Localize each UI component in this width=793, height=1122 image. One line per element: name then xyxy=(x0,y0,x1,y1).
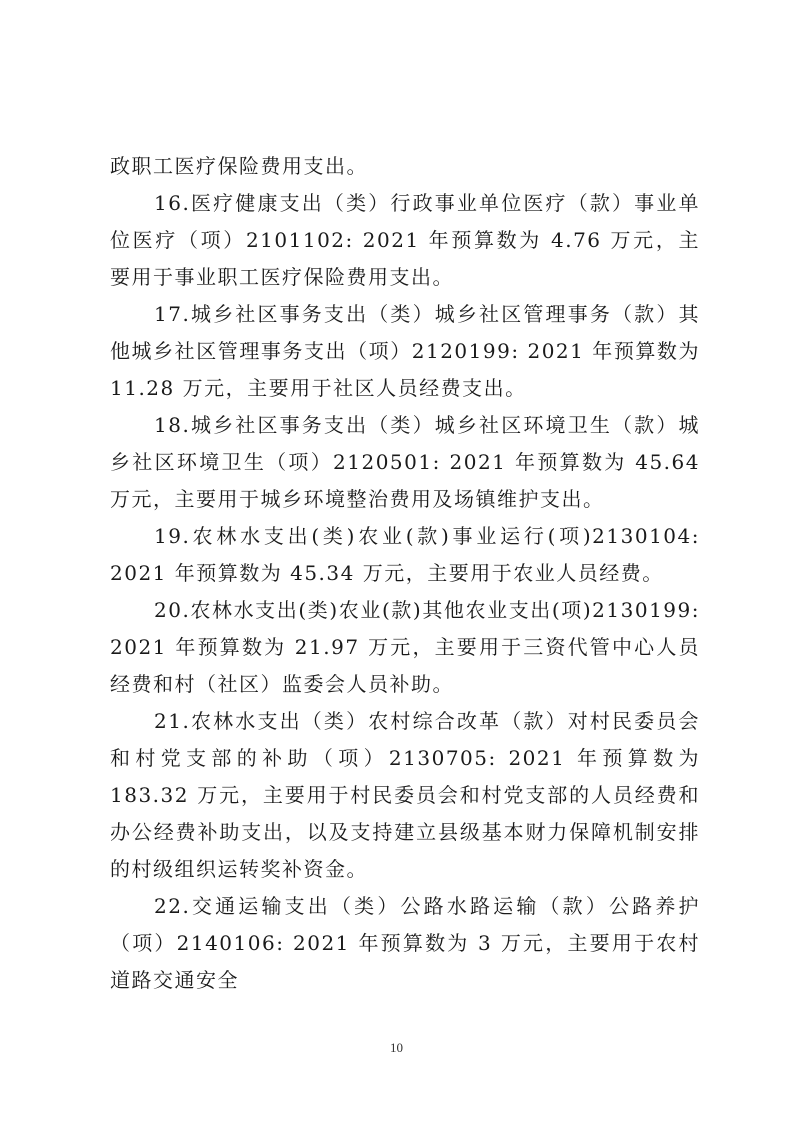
paragraph-item-21: 21.农林水支出（类）农村综合改革（款）对村民委员会和村党支部的补助（项）2130705: 2021 年预算数为 183.32 万元，主要用于村民委员会和村党支部的人员经费和办公经费补助支出，以及支持建立县级基本财力保障机制安排的村级组织运转奖补资金。 xyxy=(110,709,708,881)
paragraph-item-22: 22.交通运输支出（类）公路水路运输（款）公路养护（项）2140106: 2021 年预算数为 3 万元，主要用于农村道路交通安全 xyxy=(110,894,700,992)
page-number: 10 xyxy=(390,1040,403,1055)
paragraph-continuation: 政职工医疗保险费用支出。 xyxy=(110,154,368,178)
paragraph-item-16: 16.医疗健康支出（类）行政事业单位医疗（款）事业单位医疗（项）2101102: 2021 年预算数为 4.76 万元，主要用于事业职工医疗保险费用支出。 xyxy=(110,191,700,289)
paragraph-item-19: 19.农林水支出(类)农业(款)事业运行(项)2130104: 2021 年预算数为 45.34 万元，主要用于农业人员经费。 xyxy=(110,524,708,585)
paragraph-item-20: 20.农林水支出(类)农业(款)其他农业支出(项)2130199: 2021 年预算数为 21.97 万元，主要用于三资代管中心人员经费和村（社区）监委会人员补助。 xyxy=(110,598,708,696)
document-body xyxy=(110,148,708,999)
paragraph-item-18: 18.城乡社区事务支出（类）城乡社区环境卫生（款）城乡社区环境卫生（项）2120501: 2021 年预算数为 45.64 万元，主要用于城乡环境整治费用及场镇维护支出。 xyxy=(110,413,708,511)
paragraph-item-17: 17.城乡社区事务支出（类）城乡社区管理事务（款）其他城乡社区管理事务支出（项）2120199: 2021 年预算数为 11.28 万元，主要用于社区人员经费支出。 xyxy=(110,302,708,400)
